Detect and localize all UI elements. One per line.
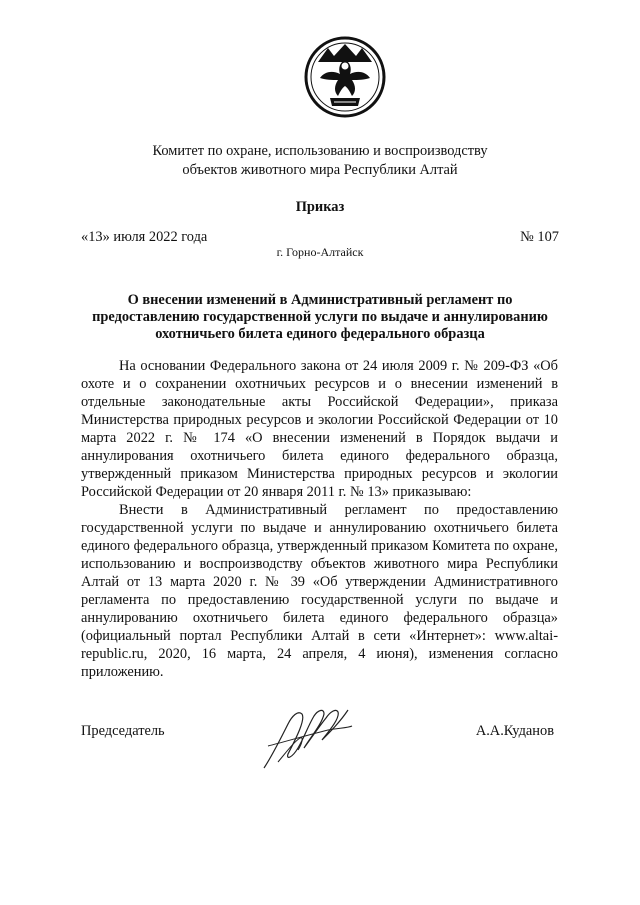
body-paragraph-2: Внести в Административный регламент по предоставлению государственной услуги по выдаче и аннулированию охотничьего билета единого федерального образца, утвержденный приказом Комитета по охране, использованию и воспроизводству объектов животного мира Республики Алтай от 13 марта 2020 г. № 39 «Об утверждении Административного регламента по предоставлению государственной услуги по выдаче и аннулированию охотничьего билета единого федерального образца» (официальный портал Республики Алтай в сети «Интернет»: www.altai-republic.ru, 2020, 16 марта, 24 апреля, 4 июня), изменения согласно приложению. [81, 502, 558, 680]
signatory-name: А.А.Куданов [475, 723, 554, 739]
document-city: г. Горно-Алтайск [276, 245, 364, 259]
document-number: № 107 [520, 229, 559, 245]
title-line-2: предоставлению государственной услуги по выдаче и аннулированию [92, 309, 548, 325]
document-type: Приказ [295, 199, 345, 215]
organization-name [0, 142, 640, 180]
org-line-1: Комитет по охране, использованию и воспроизводству [152, 143, 488, 159]
body-paragraph-1: На основании Федерального закона от 24 июля 2009 г. № 209-ФЗ «Об охоте и о сохранении охотничьих ресурсов и о внесении изменений в отдельные законодательные акты Российской Федерации», приказа Министерства природных ресурсов и экологии Российской Федерации от 10 марта 2022 г. № 174 «О внесении изменений в Порядок выдачи и аннулирования охотничьего билета единого федерального образца, утвержденный приказом Министерства природных ресурсов и экологии Российской Федерации от 20 января 2011 г. № 13» приказываю: [81, 358, 558, 500]
org-line-2: объектов животного мира Республики Алтай [182, 162, 458, 178]
title-line-1: О внесении изменений в Административный регламент по [127, 292, 513, 308]
altai-coat-of-arms-icon [304, 36, 386, 118]
title-line-3: охотничьего билета единого федерального образца [155, 326, 485, 342]
handwritten-signature-icon [258, 702, 356, 774]
document-date: «13» июля 2022 года [81, 229, 208, 245]
signatory-position: Председатель [81, 723, 165, 739]
document-title [76, 292, 564, 343]
document-body [81, 357, 558, 681]
